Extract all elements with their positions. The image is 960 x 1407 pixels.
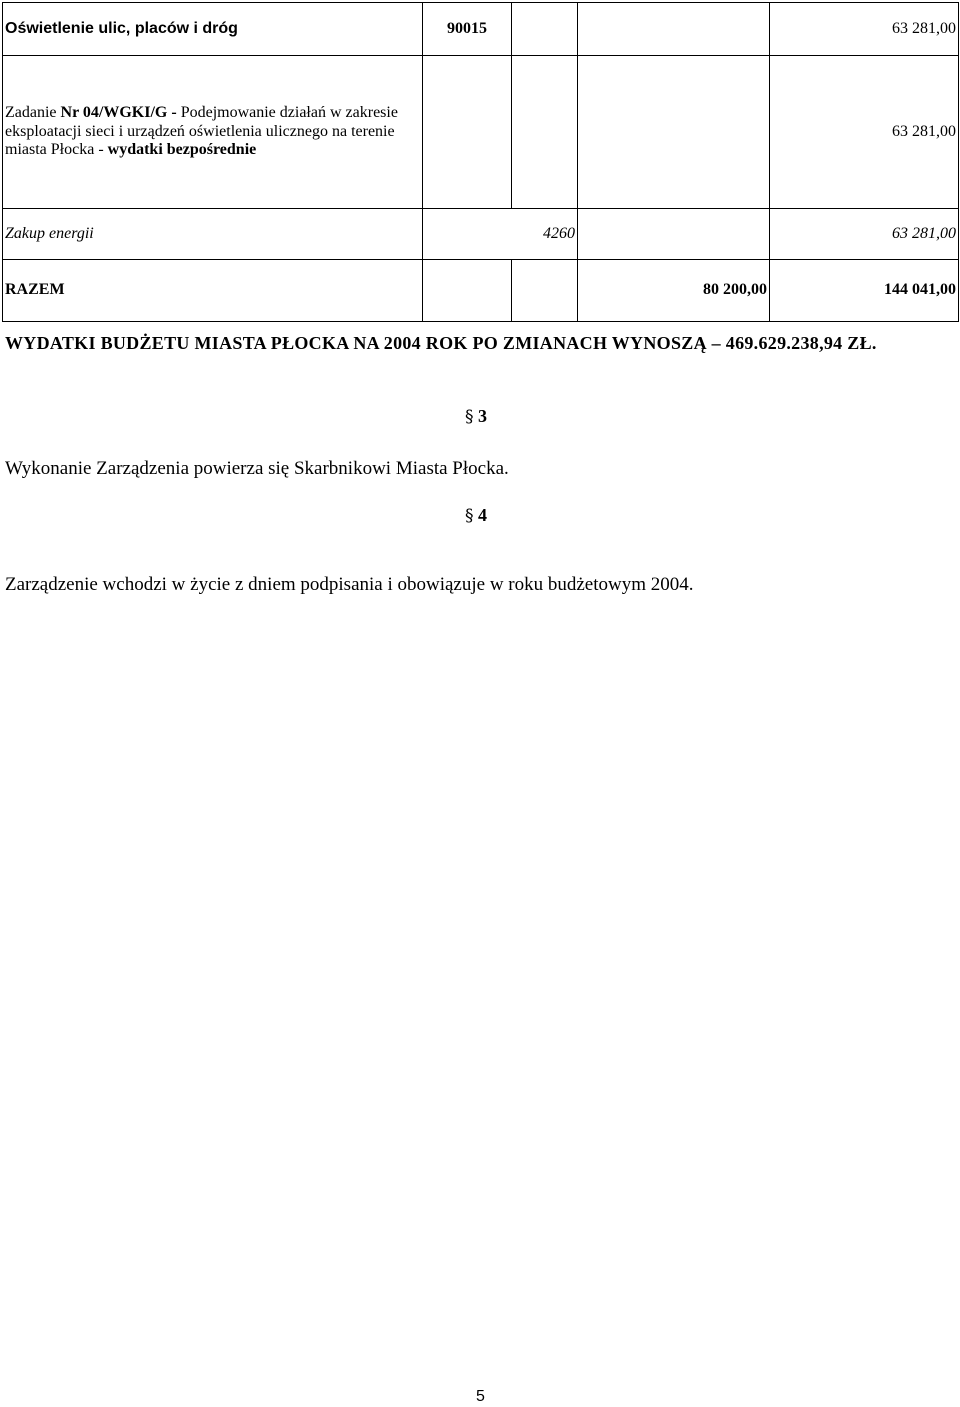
paragraph-4-text: Zarządzenie wchodzi w życie z dniem podpisania i obowiązuje w roku budżetowym 2004.: [5, 574, 694, 595]
empty-cell: [512, 3, 578, 56]
budget-table: [2, 2, 959, 322]
chapter-name: Oświetlenie ulic, placów i dróg: [3, 3, 423, 56]
table-row: [3, 209, 959, 260]
budget-summary: WYDATKI BUDŻETU MIASTA PŁOCKA NA 2004 ROK PO ZMIANACH WYNOSZĄ – 469.629.238,94 ZŁ.: [5, 333, 877, 353]
empty-cell: [423, 260, 512, 322]
empty-cell: [578, 209, 770, 260]
total-label: RAZEM: [3, 260, 423, 322]
task-prefix: Zadanie: [5, 104, 61, 122]
table-row: [3, 260, 959, 322]
paragraph-number: 4: [478, 505, 487, 525]
empty-cell: [578, 56, 770, 209]
section-sign-icon: §: [465, 506, 474, 526]
section-sign-icon: §: [465, 407, 474, 427]
empty-cell: [512, 56, 578, 209]
page-number: 5: [476, 1388, 485, 1405]
paragraph-4-heading: [465, 505, 487, 526]
empty-cell: [423, 56, 512, 209]
task-suffix: wydatki bezpośrednie: [107, 141, 257, 159]
task-code: Nr 04/WGKI/G -: [60, 104, 177, 122]
cost-amount: 63 281,00: [770, 209, 959, 260]
cost-name: Zakup energii: [3, 209, 423, 260]
chapter-section: 90015: [423, 3, 512, 56]
paragraph-number: 3: [478, 406, 487, 426]
cost-paragraph: 4260: [423, 209, 578, 260]
paragraph-3-text: Wykonanie Zarządzenia powierza się Skarbnikowi Miasta Płocka.: [5, 458, 509, 479]
task-amount: 63 281,00: [770, 56, 959, 209]
table-row: [3, 3, 959, 56]
task-description: [3, 56, 423, 209]
empty-cell: [512, 260, 578, 322]
total-amount-a: 80 200,00: [578, 260, 770, 322]
chapter-amount: 63 281,00: [770, 3, 959, 56]
total-amount-b: 144 041,00: [770, 260, 959, 322]
empty-cell: [578, 3, 770, 56]
paragraph-3-heading: [465, 406, 487, 427]
task-text: Podejmowanie działań w zakresie eksploatacji sieci i urządzeń oświetlenia ulicznego na terenie miasta Płocka -: [5, 104, 398, 159]
table-row: [3, 56, 959, 209]
